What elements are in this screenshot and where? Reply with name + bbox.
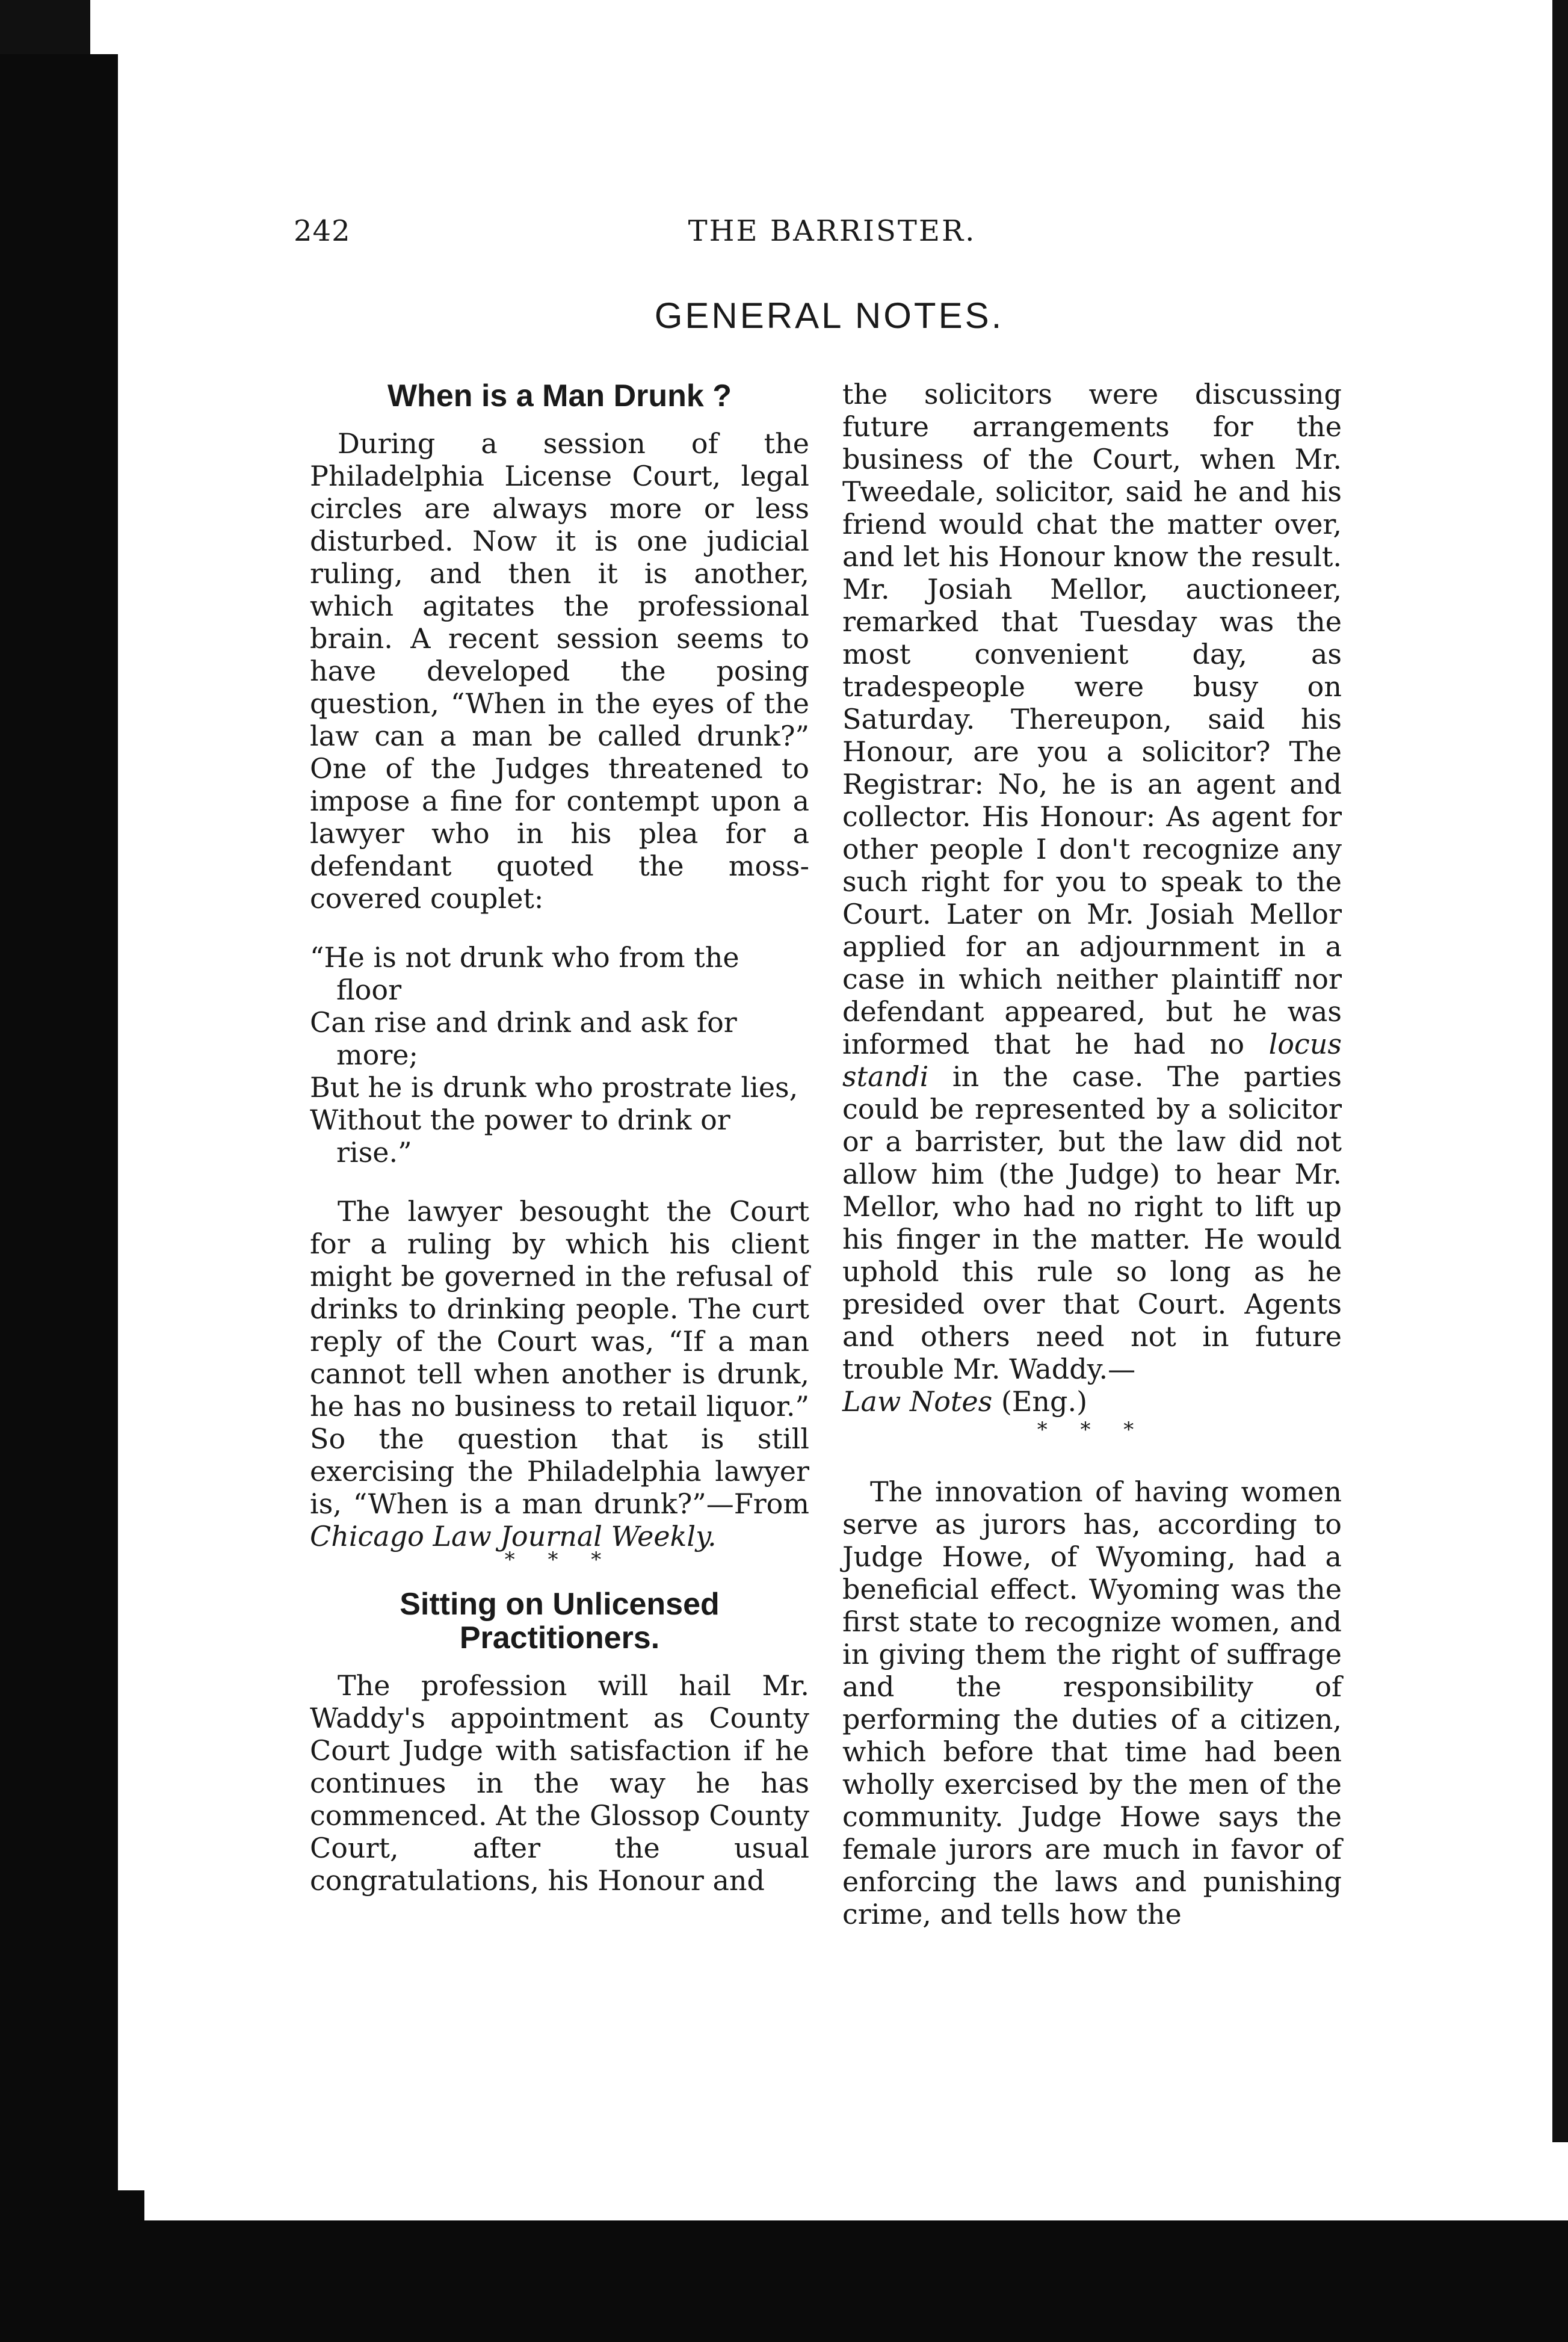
article-paragraph	[310, 1195, 809, 1553]
latin-phrase: locus standi	[842, 1028, 1342, 1093]
section-separator: * * *	[504, 1548, 615, 1572]
running-head: THE BARRISTER.	[688, 214, 977, 248]
poem-line: Without the power to drink or rise.”	[310, 1104, 730, 1169]
article-paragraph: The profession will hail Mr. Waddy's appointment as County Court Judge with satisfaction if he continues in the way he has commenced. At the Glossop County Court, after the usual congratulations, his Honour and	[310, 1669, 809, 1897]
scan-border-left	[0, 54, 118, 2196]
page-number: 242	[294, 214, 351, 248]
article-paragraph: The innovation of having women serve as jurors has, according to Judge Howe, of Wyoming, had a beneficial effect. Wyoming was the first state to recognize women, and in giving them the right of suffrage and the responsibility of performing the duties of a citizen, which before that time had been wholly exercised by the men of the community. Judge Howe says the female jurors are much in favor of enforcing the laws and punishing crime, and tells how the	[842, 1475, 1342, 1930]
section-separator: * * *	[1037, 1418, 1147, 1442]
poem-line: “He is not drunk who from the floor	[310, 941, 739, 1006]
article-paragraph-continued	[842, 378, 1342, 1418]
source-citation: Chicago Law Journal Weekly.	[310, 1520, 717, 1553]
poem	[310, 941, 809, 1169]
poem-line: But he is drunk who prostrate lies,	[310, 1071, 798, 1104]
left-column	[310, 379, 809, 1897]
source-citation: Law Notes	[842, 1385, 993, 1418]
section-title: GENERAL NOTES.	[654, 295, 1004, 336]
right-column	[842, 378, 1342, 1930]
article-title-drunk: When is a Man Drunk ?	[387, 378, 732, 413]
article-paragraph-text: in the case. The parties could be represented by a solicitor or a barrister, but the law did not allow him (the Judge) to hear Mr. Mellor, who had no right to lift up his finger in the matter. He would uphold this rule so long as he presided over that Court. Agents and others need not in future trouble Mr. Waddy.—	[842, 1060, 1342, 1385]
article-paragraph-text: The lawyer besought the Court for a ruling by which his client might be governed in the refusal of drinks to drinking people. The curt reply of the Court was, “If a man cannot tell when another is drunk, he has no business to retail liquor.” So the question that is still exercising the Philadelphia lawyer is, “When is a man drunk?”—From	[310, 1195, 809, 1520]
article-paragraph: During a session of the Philadelphia License Court, legal circles are always more or less disturbed. Now it is one judicial ruling, and then it is another, which agitates the professional brain. A recent session seems to have developed the posing question, “When in the eyes of the law can a man be called drunk?” One of the Judges threatened to impose a fine for contempt upon a lawyer who in his plea for a defendant quoted the moss-covered couplet:	[310, 427, 809, 915]
scan-border-bottom	[108, 2220, 1568, 2342]
poem-line: Can rise and drink and ask for more;	[310, 1006, 737, 1071]
article-paragraph-text: the solicitors were discussing future arrangements for the business of the Court, when Mr. Tweedale, solicitor, said he and his friend would chat the matter over, and let his Honour know the result. Mr. Josiah Mellor, auctioneer, remarked that Tuesday was the most convenient day, as tradespeople were busy on Saturday. Thereupon, said his Honour, are you a solicitor? The Registrar: No, he is an agent and collector. His Honour: As agent for other people I don't recognize any such right for you to speak to the Court. Later on Mr. Josiah Mellor applied for an adjournment in a case in which neither plaintiff nor defendant appeared, but he was informed that he had no	[842, 378, 1342, 1060]
article-title-unlicensed: Sitting on Unlicensed Practitioners.	[400, 1587, 720, 1655]
source-suffix: (Eng.)	[1001, 1385, 1088, 1418]
